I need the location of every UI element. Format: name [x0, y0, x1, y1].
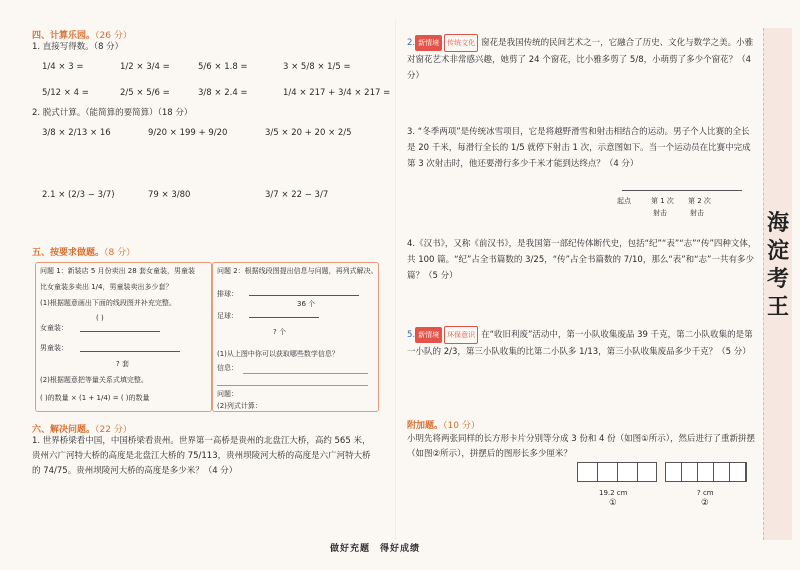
calc-item: 3/5 × 20 + 20 × 2/5: [265, 128, 352, 138]
new-context-tag: 新情境: [415, 327, 442, 343]
figure-marker: ①: [609, 498, 617, 508]
start-label: 起点: [617, 197, 631, 205]
box1-text: 比女童装多卖出 1/4，男童装卖出多少套？: [40, 283, 173, 291]
problem-2: 2. 新情境 传统文化 窗花是我国传统的民间艺术之一，它融合了历史、文化与数学之美。小雅对窗花艺术非常感兴趣，她剪了 24 个窗花，比小雅多剪了 5/8，小萌剪了多少个窗花？（4 分）: [407, 34, 757, 84]
volleyball-segment: [249, 295, 359, 296]
calc-item: 9/20 × 199 + 9/20: [148, 128, 228, 138]
count-label: 36 个: [297, 300, 316, 308]
section-5-title: 五、按要求做题。（8 分）: [32, 248, 136, 258]
calc-item: 2/5 × 5/6 =: [120, 88, 170, 98]
calc-item: 3/8 × 2/13 × 16: [42, 128, 111, 138]
problem-3: 3. “冬季两项”是传统冰雪项目，它是将越野滑雪和射击相结合的运动。男子个人比赛的全长是 20 千米，每滑行全长的 1/5 就停下射击 1 次，示意图如下。当一个运动员在比赛中完成第 3 次射击时，他还要滑行多少千米才能到达终点？（4 分）: [407, 127, 751, 169]
calc-item: 5/6 × 1.8 =: [198, 62, 248, 72]
culture-tag: 传统文化: [444, 34, 478, 52]
football-segment: [249, 317, 319, 318]
calc-item: 79 × 3/80: [148, 190, 191, 200]
calc-item: 3/7 × 22 − 3/7: [265, 190, 329, 200]
length-label: 19.2 cm: [599, 489, 628, 497]
girls-segment: [80, 331, 160, 332]
figure-marker: ②: [701, 498, 709, 508]
q1-label: 1. 直接写得数。（8 分）: [32, 42, 124, 52]
calc-prompt: (2)列式计算：: [217, 402, 262, 410]
new-context-tag: 新情境: [415, 35, 442, 51]
info-prompt: (1)从上图中你可以获取哪些数学信息？: [217, 350, 339, 358]
boys-label: 男童装：: [40, 344, 68, 352]
girls-label: 女童装：: [40, 324, 68, 332]
eco-tag: 环保意识: [444, 326, 478, 344]
brand-logo-text: 海淀考王: [766, 211, 789, 320]
problem-4: 4.《汉书》，又称《前汉书》，是我国第一部纪传体断代史，包括“纪”“表”“志”“传”四种文体，共 100 篇。“纪”占全书篇数的 3/25，“传”占全书篇数的 7/10，那么“表”和“志”一共有多少篇？（5 分）: [407, 239, 757, 281]
box2-text: 问题 2：根据线段图提出信息与问题，再列式解决。: [217, 267, 378, 275]
card-strips-1: [577, 462, 657, 482]
calc-item: 1/4 × 3 =: [42, 62, 84, 72]
problem-1: 1. 世界桥梁看中国，中国桥梁看贵州。世界第一高桥是贵州的北盘江大桥，高约 565 米，贵州六广河特大桥的高度是北盘江大桥的 75/113，贵州坝陵河大桥的高度是六广河特大桥的 74/75。贵州坝陵河大桥的高度是多少米？（4 分）: [32, 436, 371, 476]
shoot-label: 射击: [653, 209, 667, 217]
calc-item: 3/8 × 2.4 =: [198, 88, 248, 98]
volleyball-label: 排球：: [217, 290, 238, 298]
unknown-label: ? 套: [116, 360, 129, 368]
shoot-2-label: 第 2 次: [688, 197, 711, 205]
calc-item: 5/12 × 4 =: [42, 88, 89, 98]
info-label: 信息：: [217, 364, 238, 372]
race-track: [622, 190, 742, 191]
answer-line[interactable]: [243, 373, 368, 374]
problem-label: 问题：: [217, 390, 238, 398]
unknown-length-label: ? cm: [697, 489, 714, 497]
extra-title: 附加题。（10 分）: [407, 421, 480, 431]
shoot-label: 射击: [690, 209, 704, 217]
box1-text: 问题 1：新装店 5 月份卖出 28 套女童装，男童装: [40, 267, 195, 275]
problem-5: 5. 新情境 环保意识 在“收旧利废”活动中，第一小队收集废品 39 千克，第二小队收集的是第一小队的 2/3，第三小队收集的比第二小队多 1/13，第三小队收集废品多少千克？（5 分）: [407, 326, 757, 360]
relation-prompt: (2)根据题意把等量关系式填完整。: [40, 376, 148, 384]
box1-text: (1)根据题意画出下面的线段图并补充完整。: [40, 299, 176, 307]
boys-segment: [80, 351, 180, 352]
unknown-count: ? 个: [273, 328, 286, 336]
page-divider: [395, 20, 396, 540]
relation-formula: ( )的数量 × (1 + 1/4) = ( )的数量: [40, 394, 150, 402]
calc-item: 2.1 × (2/3 − 3/7): [42, 190, 115, 200]
calc-item: 1/2 × 3/4 =: [120, 62, 170, 72]
footer-slogan: 做好充题 得好成绩: [330, 544, 421, 554]
blank-paren: ( ): [96, 314, 104, 322]
answer-line[interactable]: [217, 385, 368, 386]
problem-box-2: [212, 262, 379, 412]
section-6-title: 六、解决问题。（22 分）: [32, 425, 132, 435]
shoot-1-label: 第 1 次: [651, 197, 674, 205]
problem-box-1: [35, 262, 212, 412]
q2-label: 2. 脱式计算。（能简算的要简算）（18 分）: [32, 108, 193, 118]
section-4-title: 四、计算乐园。（26 分）: [32, 31, 132, 41]
problem-6: 小明先将两张同样的长方形卡片分别等分成 3 份和 4 份（如图①所示），然后进行了重新拼摆（如图②所示），拼摆后的图形长多少厘米？: [407, 434, 755, 459]
card-strips-2: [665, 462, 747, 482]
calc-item: 1/4 × 217 + 3/4 × 217 =: [283, 88, 391, 98]
football-label: 足球：: [217, 312, 238, 320]
calc-item: 3 × 5/8 × 1/5 =: [283, 62, 351, 72]
